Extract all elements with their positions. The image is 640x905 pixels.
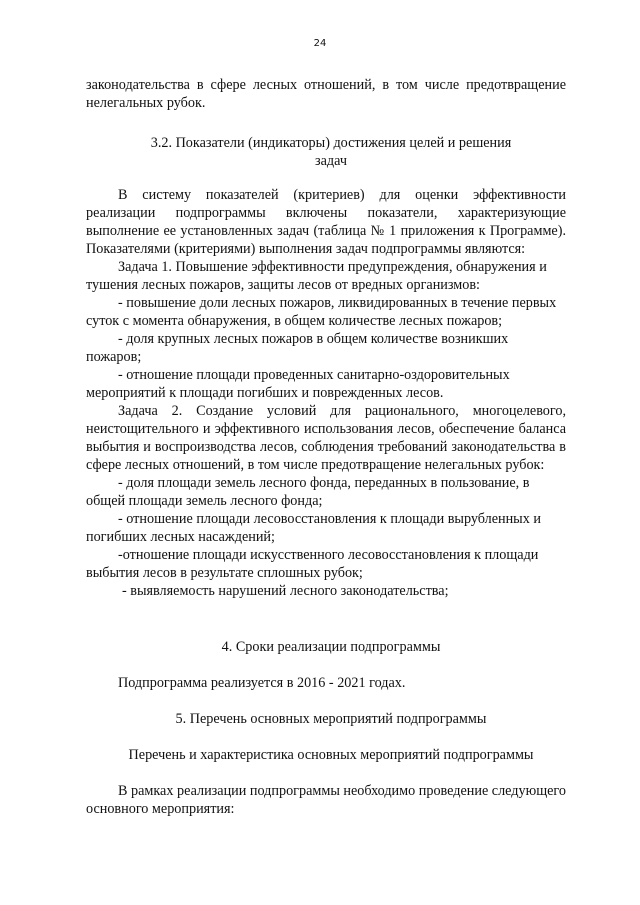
- task-2-item: - выявляемость нарушений лесного законодательства;: [122, 583, 449, 599]
- section-5-text: В рамках реализации подпрограммы необходимо проведение следующего основного мероприятия:: [86, 783, 566, 817]
- section-3-2-heading-line2: задач: [315, 153, 347, 169]
- section-3-2-heading-line1: 3.2. Показатели (индикаторы) достижения целей и решения: [150, 135, 512, 151]
- section-5-subheading: Перечень и характеристика основных мероприятий подпрограммы: [128, 747, 534, 763]
- task-2-item: - отношение площади лесовосстановления к площади вырубленных и погибших лесных насаждений;: [86, 511, 541, 545]
- section-4-heading: 4. Сроки реализации подпрограммы: [221, 639, 441, 655]
- section-3-2-intro: В систему показателей (критериев) для оценки эффективности реализации подпрограммы включены показатели, характеризующие выполнение ее установленных задач (таблица № 1 приложения к Программе). Показателями (критериями) выполнения задач подпрограммы являются:: [86, 187, 566, 257]
- task-2-item: -отношение площади искусственного лесовосстановления к площади выбытия лесов в результате сплошных рубок;: [86, 547, 539, 581]
- section-4-text: Подпрограмма реализуется в 2016 - 2021 годах.: [118, 675, 406, 691]
- section-5-heading: 5. Перечень основных мероприятий подпрограммы: [175, 711, 487, 727]
- task-1-item: - повышение доли лесных пожаров, ликвидированных в течение первых суток с момента обнаружения, в общем количестве лесных пожаров;: [86, 295, 557, 329]
- task-1: Задача 1. Повышение эффективности предупреждения, обнаружения и тушения лесных пожаров, защиты лесов от вредных организмов:: [86, 259, 547, 293]
- page-content: [86, 76, 566, 818]
- task-1-item: - отношение площади проведенных санитарно-оздоровительных мероприятий к площади погибших и поврежденных лесов.: [86, 367, 510, 401]
- task-1-item: - доля крупных лесных пожаров в общем количестве возникших пожаров;: [86, 331, 509, 365]
- page-number: 24: [313, 38, 327, 49]
- lead-paragraph: законодательства в сфере лесных отношений, в том числе предотвращение нелегальных рубок.: [86, 77, 566, 111]
- task-2-item: - доля площади земель лесного фонда, переданных в пользование, в общей площади земель лесного фонда;: [86, 475, 530, 509]
- task-2: Задача 2. Создание условий для рационального, многоцелевого, неистощительного и эффективного использования лесов, обеспечение баланса выбытия и воспроизводства лесов, соблюдения требований законодательства в сфере лесных отношений, в том числе предотвращение нелегальных рубок:: [86, 403, 566, 473]
